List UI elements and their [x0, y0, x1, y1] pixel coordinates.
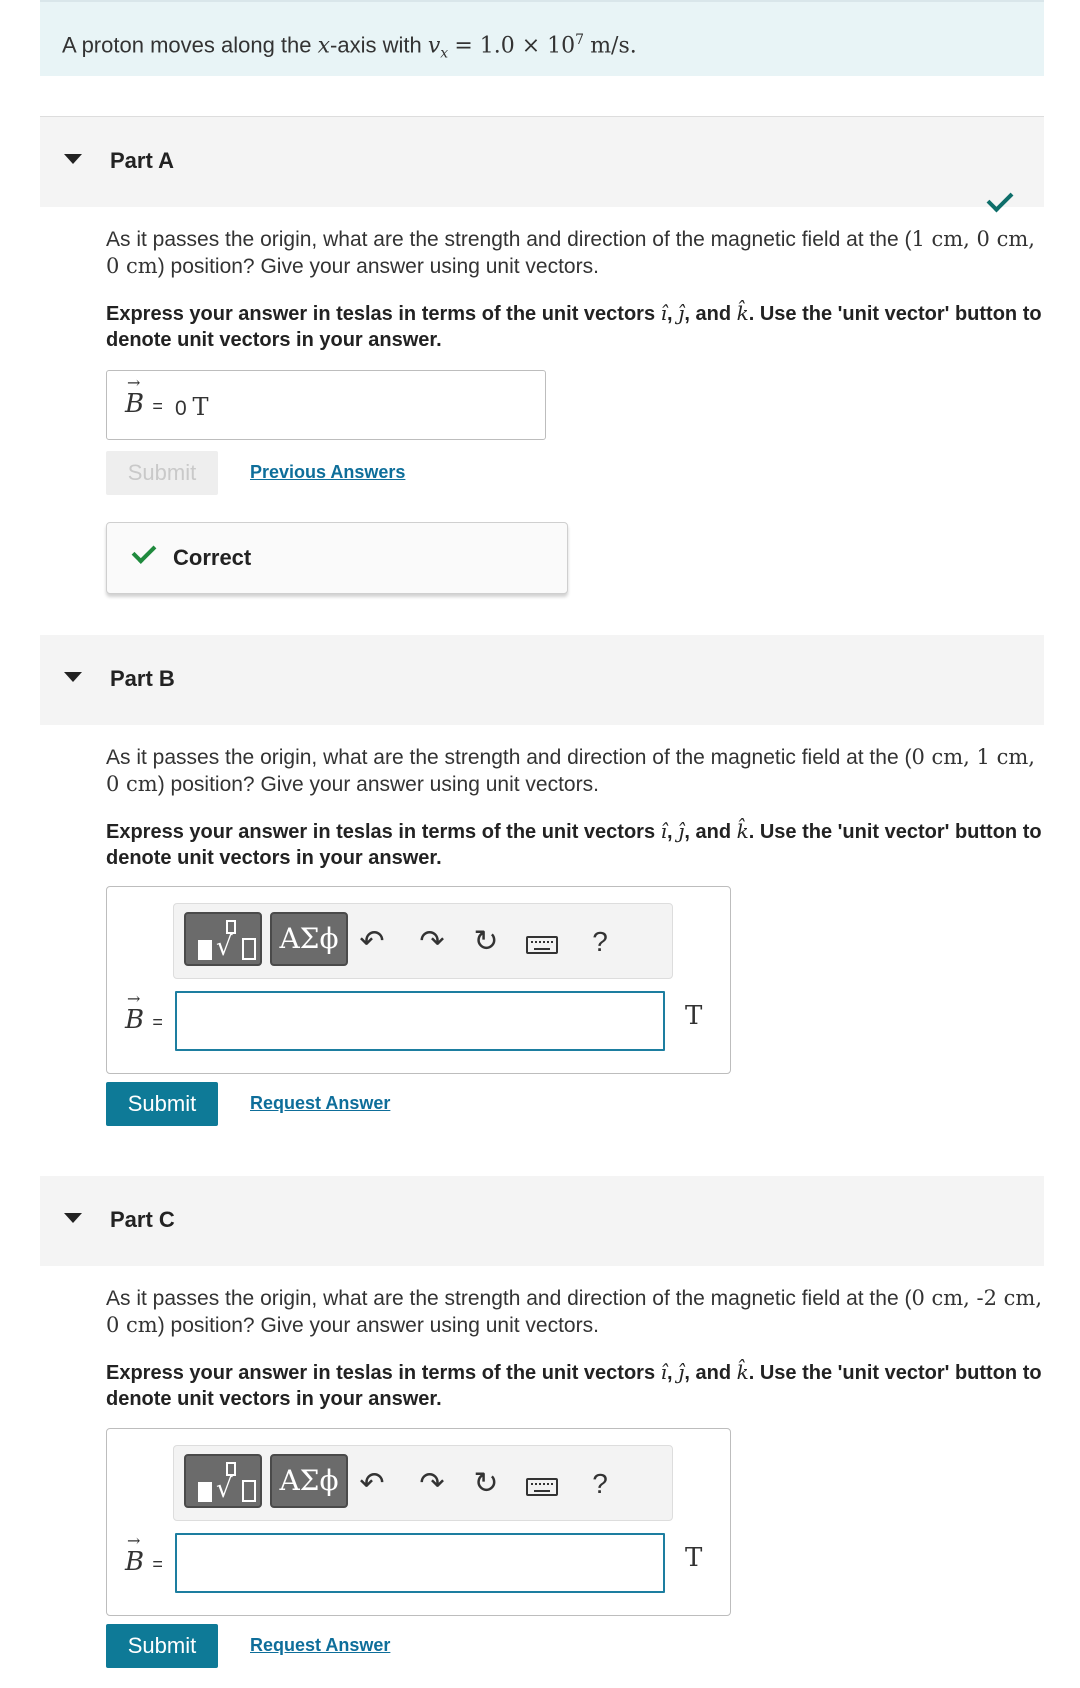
greek-symbols-button[interactable]: ΑΣϕ [270, 912, 348, 966]
templates-button[interactable] [184, 912, 262, 966]
unit-vector-k: k̂ [736, 819, 749, 843]
template-box-icon [242, 1480, 256, 1502]
unit-vector-j: ĵ [678, 301, 685, 325]
correct-check-icon [132, 539, 157, 564]
equals-sign: = [152, 1012, 163, 1032]
b-vector-label [125, 1005, 163, 1035]
templates-button[interactable] [184, 1454, 262, 1508]
part-a-instruction [106, 300, 1046, 353]
help-icon[interactable]: ? [592, 1468, 608, 1499]
part-a-answer-value [175, 393, 209, 421]
instruction-and: , and [684, 821, 737, 843]
part-a-answer-display [106, 370, 546, 440]
question-text: As it passes the origin, what are the strength and direction of the magnetic field at the ( [106, 746, 912, 769]
part-a-header[interactable] [40, 117, 1044, 207]
instruction-end: . Use the 'unit vector' button to denote unit vectors in your answer. [106, 303, 1042, 351]
part-b-title: Part B [110, 666, 175, 691]
unit-label: T [685, 1001, 703, 1031]
part-c-submit-button[interactable]: Submit [106, 1624, 218, 1668]
part-a-question [106, 226, 1046, 280]
part-c-instruction [106, 1359, 1046, 1412]
instruction-start: Express your answer in teslas in terms of the unit vectors [106, 303, 661, 325]
part-b-question [106, 744, 1046, 798]
intro-value: = 1.0 × 10 [454, 33, 576, 59]
unit-vector-k: k̂ [736, 1360, 749, 1384]
undo-icon[interactable]: ↶ [359, 925, 385, 958]
intro-vx: v [427, 33, 441, 59]
instruction-comma: , [667, 303, 679, 325]
position-coords: 0 cm, 1 cm, 0 cm [106, 745, 1035, 796]
unit-label: T [685, 1543, 703, 1573]
position-coords: 1 cm, 0 cm, 0 cm [106, 227, 1035, 278]
radical-icon: √ [216, 1474, 233, 1504]
collapse-caret-icon[interactable] [64, 672, 82, 682]
b-symbol: → B [125, 1005, 144, 1035]
unit-vector-j: ĵ [678, 1360, 685, 1384]
instruction-start: Express your answer in teslas in terms of the unit vectors [106, 1362, 661, 1384]
answer-number: 0 [175, 397, 187, 420]
b-vector-label [125, 389, 163, 419]
instruction-end: . Use the 'unit vector' button to denote unit vectors in your answer. [106, 821, 1042, 869]
instruction-start: Express your answer in teslas in terms of the unit vectors [106, 821, 661, 843]
unit-vector-i: î [660, 301, 668, 325]
part-c-request-answer-link[interactable]: Request Answer [250, 1635, 391, 1655]
keyboard-icon[interactable] [526, 936, 558, 954]
b-vector-label [125, 1547, 163, 1577]
template-block-icon [198, 1482, 212, 1502]
redo-icon[interactable]: ↷ [419, 925, 445, 958]
math-toolbar [173, 903, 673, 979]
part-c-title: Part C [110, 1207, 175, 1232]
intro-prefix: A proton moves along the [62, 32, 318, 58]
instruction-comma: , [667, 821, 679, 843]
part-c-question [106, 1285, 1046, 1339]
intro-axis: x [317, 33, 331, 59]
part-b-math-editor [106, 886, 731, 1074]
part-b-answer-input[interactable] [175, 991, 665, 1051]
part-a-title: Part A [110, 148, 174, 173]
b-symbol: → B [125, 1547, 144, 1577]
part-c-answer-input[interactable] [175, 1533, 665, 1593]
greek-symbols-button[interactable]: ΑΣϕ [270, 1454, 348, 1508]
intro-exponent: 7 [575, 32, 585, 48]
unit-vector-j: ĵ [678, 819, 685, 843]
equals-sign: = [152, 1554, 163, 1574]
position-coords: 0 cm, -2 cm, 0 cm [106, 1286, 1043, 1337]
template-block-icon [198, 940, 212, 960]
part-a-feedback [106, 522, 568, 594]
problem-intro [40, 0, 1044, 76]
question-text: As it passes the origin, what are the strength and direction of the magnetic field at the ( [106, 228, 912, 251]
template-box-icon [242, 938, 256, 960]
part-a-submit-button[interactable]: Submit [106, 451, 218, 495]
unit-vector-i: î [660, 1360, 668, 1384]
instruction-and: , and [684, 1362, 737, 1384]
b-symbol: → B [125, 389, 144, 419]
instruction-end: . Use the 'unit vector' button to denote unit vectors in your answer. [106, 1362, 1042, 1410]
math-toolbar [173, 1445, 673, 1521]
intro-vx-sub: x [440, 45, 449, 62]
part-b-submit-button[interactable]: Submit [106, 1082, 218, 1126]
unit-vector-k: k̂ [736, 301, 749, 325]
question-text-end: ) position? Give your answer using unit vectors. [157, 255, 599, 278]
question-text-end: ) position? Give your answer using unit vectors. [157, 773, 599, 796]
part-c-math-editor [106, 1428, 731, 1616]
reset-icon[interactable]: ↻ [473, 1467, 499, 1500]
part-b-header[interactable] [40, 635, 1044, 725]
answer-unit: T [192, 393, 209, 421]
unit-vector-i: î [660, 819, 668, 843]
instruction-comma: , [667, 1362, 679, 1384]
part-c-header[interactable] [40, 1176, 1044, 1266]
reset-icon[interactable]: ↻ [473, 925, 499, 958]
part-b-instruction [106, 818, 1046, 871]
question-text-end: ) position? Give your answer using unit vectors. [157, 1314, 599, 1337]
intro-unit: m/s. [590, 33, 637, 59]
question-text: As it passes the origin, what are the strength and direction of the magnetic field at the ( [106, 1287, 912, 1310]
collapse-caret-icon[interactable] [64, 154, 82, 164]
instruction-and: , and [684, 303, 737, 325]
intro-middle: -axis with [330, 32, 428, 58]
feedback-text: Correct [173, 545, 252, 570]
undo-icon[interactable]: ↶ [359, 1467, 385, 1500]
previous-answers-link[interactable]: Previous Answers [250, 462, 406, 482]
part-b-request-answer-link[interactable]: Request Answer [250, 1093, 391, 1113]
redo-icon[interactable]: ↷ [419, 1467, 445, 1500]
keyboard-icon[interactable] [526, 1478, 558, 1496]
help-icon[interactable]: ? [592, 926, 608, 957]
radical-icon: √ [216, 932, 233, 962]
collapse-caret-icon[interactable] [64, 1213, 82, 1223]
equals-sign: = [152, 396, 163, 416]
